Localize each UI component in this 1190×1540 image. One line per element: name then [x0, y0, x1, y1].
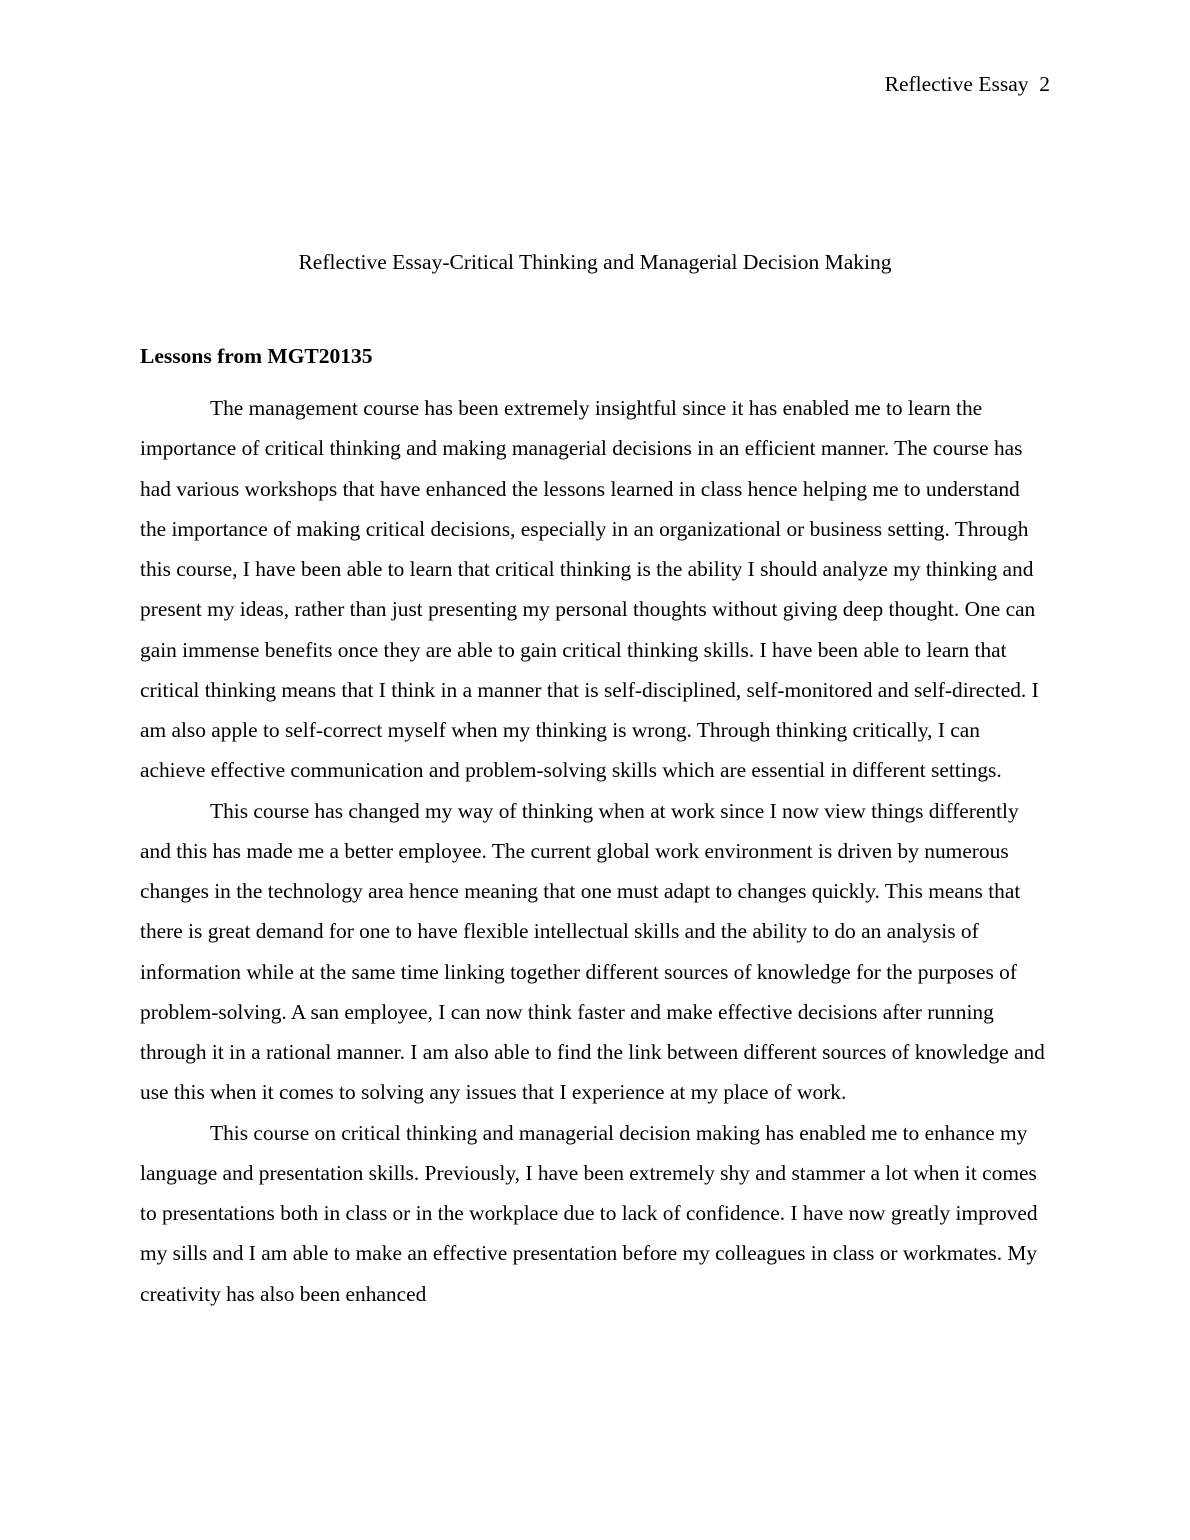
paragraph: This course on critical thinking and managerial decision making has enabled me to enhance my language and presentation skills. Previously, I have been extremely shy and stammer a lot when it comes to presentations both in class or in the workplace due to lack of confidence. I have now greatly improved my sills and I am able to make an effective presentation before my colleagues in class or workmates. My creativity has also been enhanced: [140, 1120, 1038, 1306]
page-number: 2: [1039, 72, 1050, 96]
document-title: Reflective Essay-Critical Thinking and Managerial Decision Making: [298, 250, 892, 274]
running-head-text: Reflective Essay: [884, 72, 1029, 96]
section-heading: Lessons from MGT20135: [140, 344, 373, 368]
paragraph: This course has changed my way of thinking when at work since I now view things differently and this has made me a better employee. The current global work environment is driven by numerous changes in the technology area hence meaning that one must adapt to changes quickly. This means that there is great demand for one to have flexible intellectual skills and the ability to do an analysis of information while at the same time linking together different sources of knowledge for the purposes of problem-solving. A san employee, I can now think faster and make effective decisions after running through it in a rational manner. I am also able to find the link between different sources of knowledge and use this when it comes to solving any issues that I experience at my place of work.: [140, 798, 1045, 1105]
running-head: [885, 70, 1050, 98]
essay-body: [140, 388, 1050, 1314]
paragraph: The management course has been extremely insightful since it has enabled me to learn the importance of critical thinking and making managerial decisions in an efficient manner. The course has had various workshops that have enhanced the lessons learned in class hence helping me to understand the importance of making critical decisions, especially in an organizational or business setting. Through this course, I have been able to learn that critical thinking is the ability I should analyze my thinking and present my ideas, rather than just presenting my personal thoughts without giving deep thought. One can gain immense benefits once they are able to gain critical thinking skills. I have been able to learn that critical thinking means that I think in a manner that is self-disciplined, self-monitored and self-directed. I am also apple to self-correct myself when my thinking is wrong. Through thinking critically, I can achieve effective communication and problem-solving skills which are essential in different settings.: [140, 396, 1039, 783]
